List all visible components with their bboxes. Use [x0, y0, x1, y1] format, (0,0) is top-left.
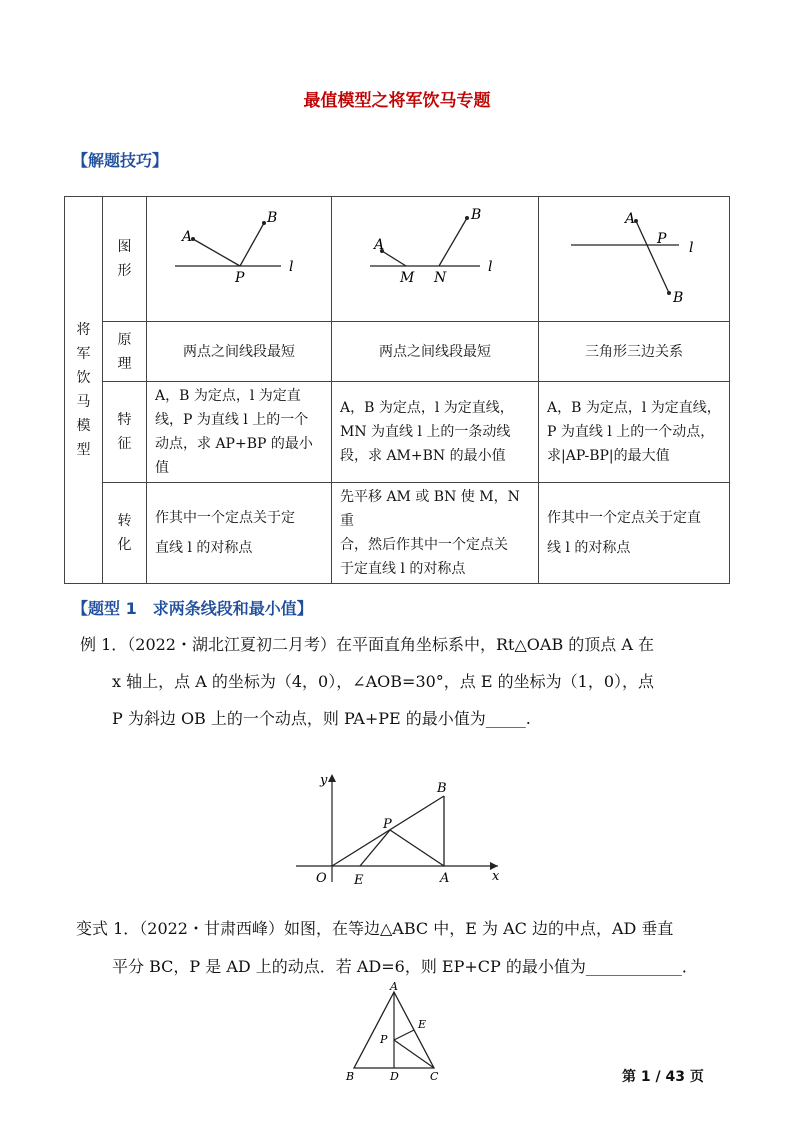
feature-cell-2: A，B 为定点，l 为定直线， MN 为直线 l 上的一条动线 段，求 AM+BN 的最小值	[332, 382, 539, 483]
y-axis-arrow	[328, 774, 336, 782]
label-l: l	[488, 259, 493, 275]
figure-difference-max	[539, 197, 729, 313]
label-y: y	[320, 773, 328, 788]
segment-pa	[390, 830, 444, 866]
feature-cell-3: A，B 为定点，l 为定直线， P 为直线 l 上的一个动点， 求|AP-BP|的最大值	[539, 382, 730, 483]
segment-ep	[360, 830, 390, 866]
label-l: l	[689, 240, 694, 256]
transform-cell-1: 作其中一个定点关于定 直线 l 的对称点	[147, 483, 332, 584]
label-a: A	[374, 237, 385, 253]
example-1-line-2: x 轴上，点 A 的坐标为（4，0），∠AOB=30°，点 E 的坐标为（1，0），点	[112, 672, 655, 691]
label-b: B	[346, 1070, 355, 1083]
label-m: M	[400, 270, 415, 286]
row-head-principle: 原 理	[103, 322, 147, 382]
label-c: C	[430, 1070, 439, 1083]
label-l: l	[289, 259, 294, 275]
variant-1-figure	[340, 980, 450, 1086]
principle-cell-3: 三角形三边关系	[539, 322, 730, 382]
segment-pc	[394, 1040, 434, 1068]
page-number: 第 1 / 43 页	[622, 1069, 704, 1085]
label-p: P	[383, 817, 392, 832]
section-heading-tips: 【解题技巧】	[72, 151, 169, 170]
label-p: P	[657, 231, 667, 247]
model-side-label: 将 军 饮 马 模 型	[65, 197, 103, 584]
variant-1-line-1: 变式 1．（2022・甘肃西峰）如图，在等边△ABC 中，E 为 AC 边的中点，AD 垂直	[76, 919, 674, 938]
label-p: P	[380, 1033, 388, 1046]
principle-cell-2: 两点之间线段最短	[332, 322, 539, 382]
transform-cell-3: 作其中一个定点关于定直 线 l 的对称点	[539, 483, 730, 584]
transform-cell-2: 先平移 AM 或 BN 使 M，N 重 合，然后作其中一个定点关 于定直线 l 的对称点	[332, 483, 539, 584]
label-d: D	[390, 1070, 399, 1083]
section-heading-type1: 【题型 1 求两条线段和最小值】	[72, 599, 313, 618]
variant-1-line-2: 平分 BC，P 是 AD 上的动点．若 AD=6，则 EP+CP 的最小值为____________．	[112, 957, 698, 976]
label-b: B	[437, 781, 447, 796]
row-head-transform: 转 化	[103, 483, 147, 584]
label-b: B	[673, 290, 684, 306]
label-n: N	[434, 270, 447, 286]
figure-sum-min	[147, 197, 331, 313]
example-1-line-3: P 为斜边 OB 上的一个动点，则 PA+PE 的最小值为_____.	[112, 709, 531, 728]
segment-ep	[394, 1030, 414, 1040]
principle-cell-1: 两点之间线段最短	[147, 322, 332, 382]
example-1-line-1: 例 1．（2022・湖北江夏初二月考）在平面直角坐标系中，Rt△OAB 的顶点 A 在	[80, 635, 655, 654]
feature-cell-1: A，B 为定点，l 为定直 线，P 为直线 l 上的一个 动点，求 AP+BP 的最小值	[147, 382, 332, 483]
segment-am	[382, 251, 406, 266]
figure-bridge	[332, 197, 538, 313]
point-b	[465, 216, 469, 220]
example-1-figure	[290, 770, 506, 890]
segment-pb	[240, 223, 264, 266]
label-a: A	[390, 980, 398, 993]
segment-nb	[439, 218, 467, 266]
figure-cell-3	[539, 197, 730, 322]
page-title: 最值模型之将军饮马专题	[303, 91, 491, 111]
figure-cell-1	[147, 197, 332, 322]
model-table	[64, 196, 730, 584]
label-b: B	[471, 207, 482, 223]
segment-ap	[193, 239, 240, 266]
row-head-figure: 图 形	[103, 197, 147, 322]
label-a: A	[440, 871, 450, 886]
label-o: O	[316, 871, 327, 886]
label-x: x	[492, 869, 500, 884]
figure-cell-2	[332, 197, 539, 322]
label-e: E	[418, 1018, 427, 1031]
label-p: P	[235, 270, 245, 286]
label-a: A	[625, 211, 636, 227]
point-b	[262, 221, 266, 225]
label-a: A	[182, 229, 193, 245]
label-b: B	[267, 210, 278, 226]
label-e: E	[354, 873, 364, 888]
row-head-feature: 特 征	[103, 382, 147, 483]
point-b	[667, 291, 671, 295]
